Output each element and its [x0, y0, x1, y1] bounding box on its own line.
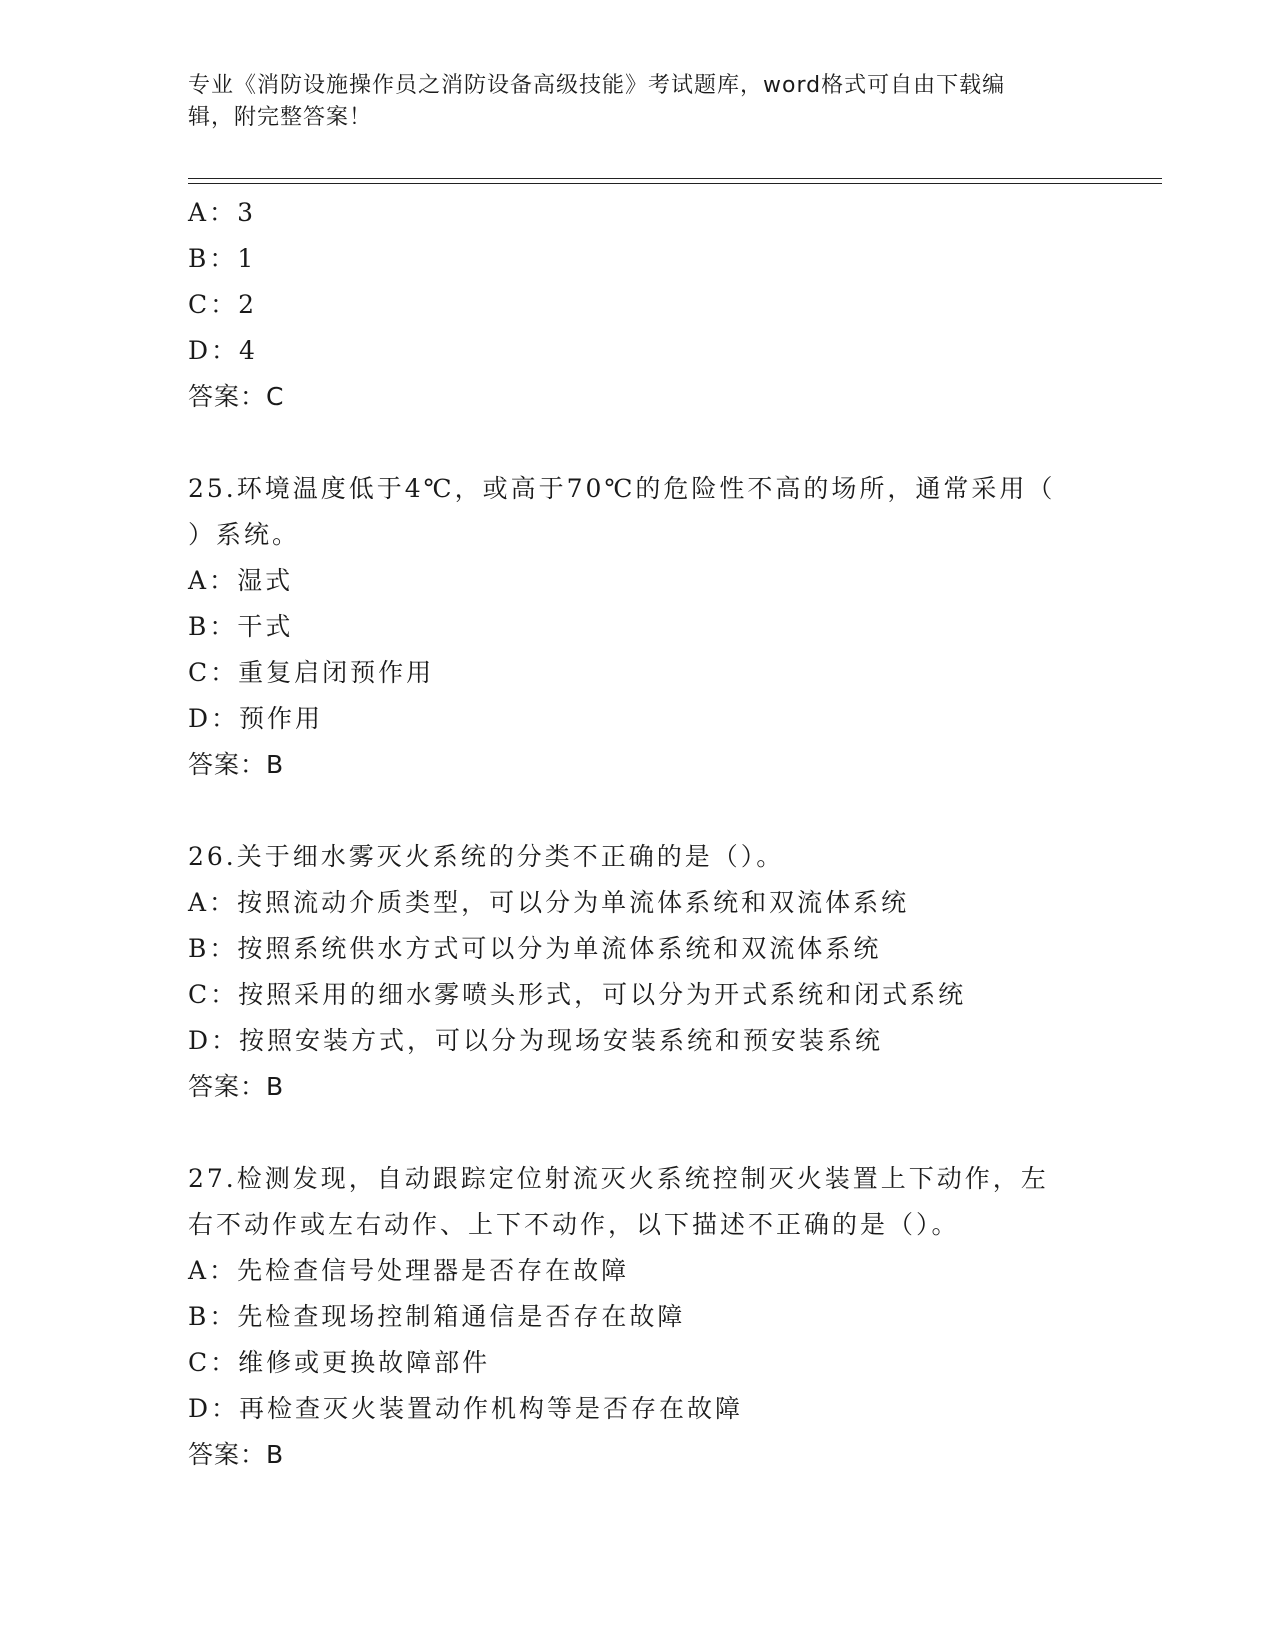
option-text: 维修或更换故障部件: [238, 1348, 491, 1377]
stem-line-2: ）系统。: [188, 520, 301, 549]
question-26: [188, 834, 1088, 1110]
question-stem: [188, 466, 1078, 558]
header-divider-top: [188, 178, 1162, 179]
question-stem: [188, 834, 1078, 880]
option-text: 1: [237, 244, 257, 273]
option-b: [188, 604, 1088, 650]
answer-line: 答案：B: [188, 1072, 285, 1101]
question-25: [188, 466, 1088, 788]
header-line-2: 辑，附完整答案！: [188, 105, 373, 130]
option-text: 湿式: [237, 566, 294, 595]
option-text: 预作用: [239, 704, 324, 733]
option-b: [188, 1294, 1088, 1340]
option-letter: A：: [188, 888, 238, 917]
option-letter: B：: [188, 612, 238, 641]
question-27: [188, 1156, 1088, 1478]
option-letter: A：: [188, 198, 238, 227]
option-d: [188, 328, 1088, 374]
option-letter: B：: [188, 934, 238, 963]
option-letter: C：: [188, 1348, 239, 1377]
option-text: 2: [238, 290, 258, 319]
option-c: [188, 650, 1088, 696]
option-text: 重复启闭预作用: [238, 658, 435, 687]
option-text: 按照采用的细水雾喷头形式，可以分为开式系统和闭式系统: [238, 980, 967, 1009]
option-a: [188, 558, 1088, 604]
stem-line-2: 右不动作或左右动作、上下不动作，以下描述不正确的是（）。: [188, 1210, 960, 1239]
option-text: 3: [237, 198, 256, 227]
option-letter: B：: [188, 244, 238, 273]
answer-line: 答案：C: [188, 382, 285, 411]
question-list: [188, 190, 1088, 1478]
document-header: [188, 70, 1088, 134]
option-d: [188, 696, 1088, 742]
option-d: [188, 1018, 1088, 1064]
option-letter: B：: [188, 1302, 238, 1331]
option-letter: D：: [188, 704, 240, 733]
option-letter: D：: [188, 1394, 240, 1423]
stem-line-1: 27.检测发现，自动跟踪定位射流灭火系统控制灭火装置上下动作，左: [188, 1164, 1049, 1193]
answer-line: 答案：B: [188, 1440, 285, 1469]
option-letter: C：: [188, 980, 239, 1009]
answer-line: 答案：B: [188, 750, 285, 779]
option-letter: D：: [188, 1026, 240, 1055]
option-c: [188, 282, 1088, 328]
option-text: 再检查灭火装置动作机构等是否存在故障: [239, 1394, 744, 1423]
option-c: [188, 1340, 1088, 1386]
stem-line-1: 26.关于细水雾灭火系统的分类不正确的是（）。: [188, 842, 785, 871]
option-text: 4: [239, 336, 258, 365]
question-24-continuation: [188, 190, 1088, 420]
option-b: [188, 926, 1088, 972]
question-stem: [188, 1156, 1078, 1248]
option-letter: C：: [188, 290, 239, 319]
option-text: 按照系统供水方式可以分为单流体系统和双流体系统: [237, 934, 882, 963]
option-letter: A：: [188, 566, 238, 595]
option-letter: D：: [188, 336, 240, 365]
option-a: [188, 880, 1088, 926]
option-text: 先检查信号处理器是否存在故障: [237, 1256, 630, 1285]
option-a: [188, 1248, 1088, 1294]
option-a: [188, 190, 1088, 236]
option-letter: A：: [188, 1256, 238, 1285]
header-line-1: 专业《消防设施操作员之消防设备高级技能》考试题库，word格式可自由下载编: [188, 73, 1006, 98]
option-c: [188, 972, 1088, 1018]
header-divider-bottom: [188, 183, 1162, 184]
option-text: 先检查现场控制箱通信是否存在故障: [237, 1302, 686, 1331]
option-b: [188, 236, 1088, 282]
stem-line-1: 25.环境温度低于4℃，或高于70℃的危险性不高的场所，通常采用（: [188, 474, 1056, 503]
option-text: 按照安装方式，可以分为现场安装系统和预安装系统: [239, 1026, 884, 1055]
option-letter: C：: [188, 658, 239, 687]
option-text: 按照流动介质类型，可以分为单流体系统和双流体系统: [237, 888, 910, 917]
option-d: [188, 1386, 1088, 1432]
option-text: 干式: [237, 612, 294, 641]
